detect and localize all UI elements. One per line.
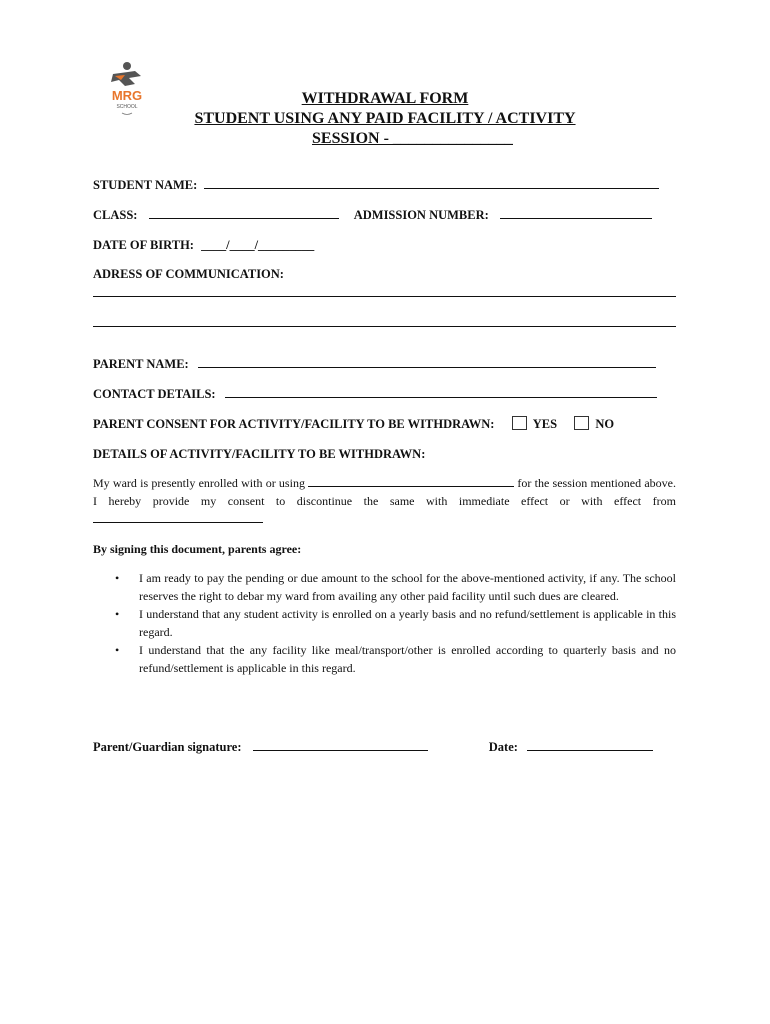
agree-heading: By signing this document, parents agree: xyxy=(93,542,302,556)
contact-field[interactable] xyxy=(225,386,657,398)
bullet-icon: • xyxy=(115,607,120,621)
paragraph-part-1: My ward is presently enrolled with or using xyxy=(93,476,305,490)
student-name-row xyxy=(93,177,659,193)
signature-field[interactable] xyxy=(253,739,428,751)
admission-number-label: ADMISSION NUMBER: xyxy=(353,208,489,222)
parent-name-row xyxy=(93,356,656,372)
effective-date-field[interactable] xyxy=(93,511,263,523)
student-name-field[interactable] xyxy=(204,177,659,189)
svg-text:MRG: MRG xyxy=(111,88,143,103)
class-field[interactable] xyxy=(149,207,339,219)
consent-row xyxy=(93,416,614,432)
class-label: CLASS: xyxy=(93,208,138,222)
parent-name-field[interactable] xyxy=(198,356,656,368)
consent-yes-checkbox[interactable] xyxy=(512,416,527,430)
address-label: ADRESS OF COMMUNICATION: xyxy=(93,267,284,281)
signature-label: Parent/Guardian signature: xyxy=(93,740,242,754)
list-item: • I understand that any student activity is enrolled on a yearly basis and no refund/settlement is applicable in this regard. xyxy=(115,607,676,639)
contact-row xyxy=(93,386,657,402)
dob-label: DATE OF BIRTH: xyxy=(93,238,194,252)
bullet-icon: • xyxy=(115,571,120,585)
details-heading: DETAILS OF ACTIVITY/FACILITY TO BE WITHDRAWN: xyxy=(93,447,426,461)
address-line-1[interactable] xyxy=(93,296,676,297)
paragraph-part-2: for the session mentioned above. I hereby provide my consent to discontinue the same with immediate effect or with effect from xyxy=(93,476,676,508)
dob-row xyxy=(93,237,314,253)
enrollment-paragraph xyxy=(93,474,676,528)
address-line-2[interactable] xyxy=(93,326,676,327)
consent-label: PARENT CONSENT FOR ACTIVITY/FACILITY TO BE WITHDRAWN: xyxy=(93,417,495,431)
consent-no-label: NO xyxy=(595,417,615,431)
form-title: WITHDRAWAL FORM xyxy=(301,90,469,107)
activity-field[interactable] xyxy=(308,475,514,487)
list-item: • I am ready to pay the pending or due amount to the school for the above-mentioned activity, if any. The school reserves the right to debar my ward from availing any other paid facility until such dues are cleared. xyxy=(115,571,676,603)
date-label: Date: xyxy=(488,740,518,754)
bullet-icon: • xyxy=(115,643,120,657)
admission-number-field[interactable] xyxy=(500,207,652,219)
form-subtitle: STUDENT USING ANY PAID FACILITY / ACTIVITY xyxy=(194,110,576,127)
parent-name-label: PARENT NAME: xyxy=(93,357,189,371)
signature-row xyxy=(93,739,653,755)
date-field[interactable] xyxy=(527,739,653,751)
svg-text:SCHOOL: SCHOOL xyxy=(116,104,138,110)
session-field[interactable]: SESSION - _______________ xyxy=(312,130,513,147)
dob-field[interactable]: ____/____/_________ xyxy=(201,238,315,252)
agreement-list xyxy=(93,569,676,677)
list-item: • I understand that the any facility like meal/transport/other is enrolled according to quarterly basis and no refund/settlement is applicable in this regard. xyxy=(115,643,676,675)
contact-label: CONTACT DETAILS: xyxy=(93,387,216,401)
student-name-label: STUDENT NAME: xyxy=(93,178,198,192)
class-row xyxy=(93,207,652,223)
consent-no-checkbox[interactable] xyxy=(574,416,589,430)
consent-yes-label: YES xyxy=(532,417,558,431)
